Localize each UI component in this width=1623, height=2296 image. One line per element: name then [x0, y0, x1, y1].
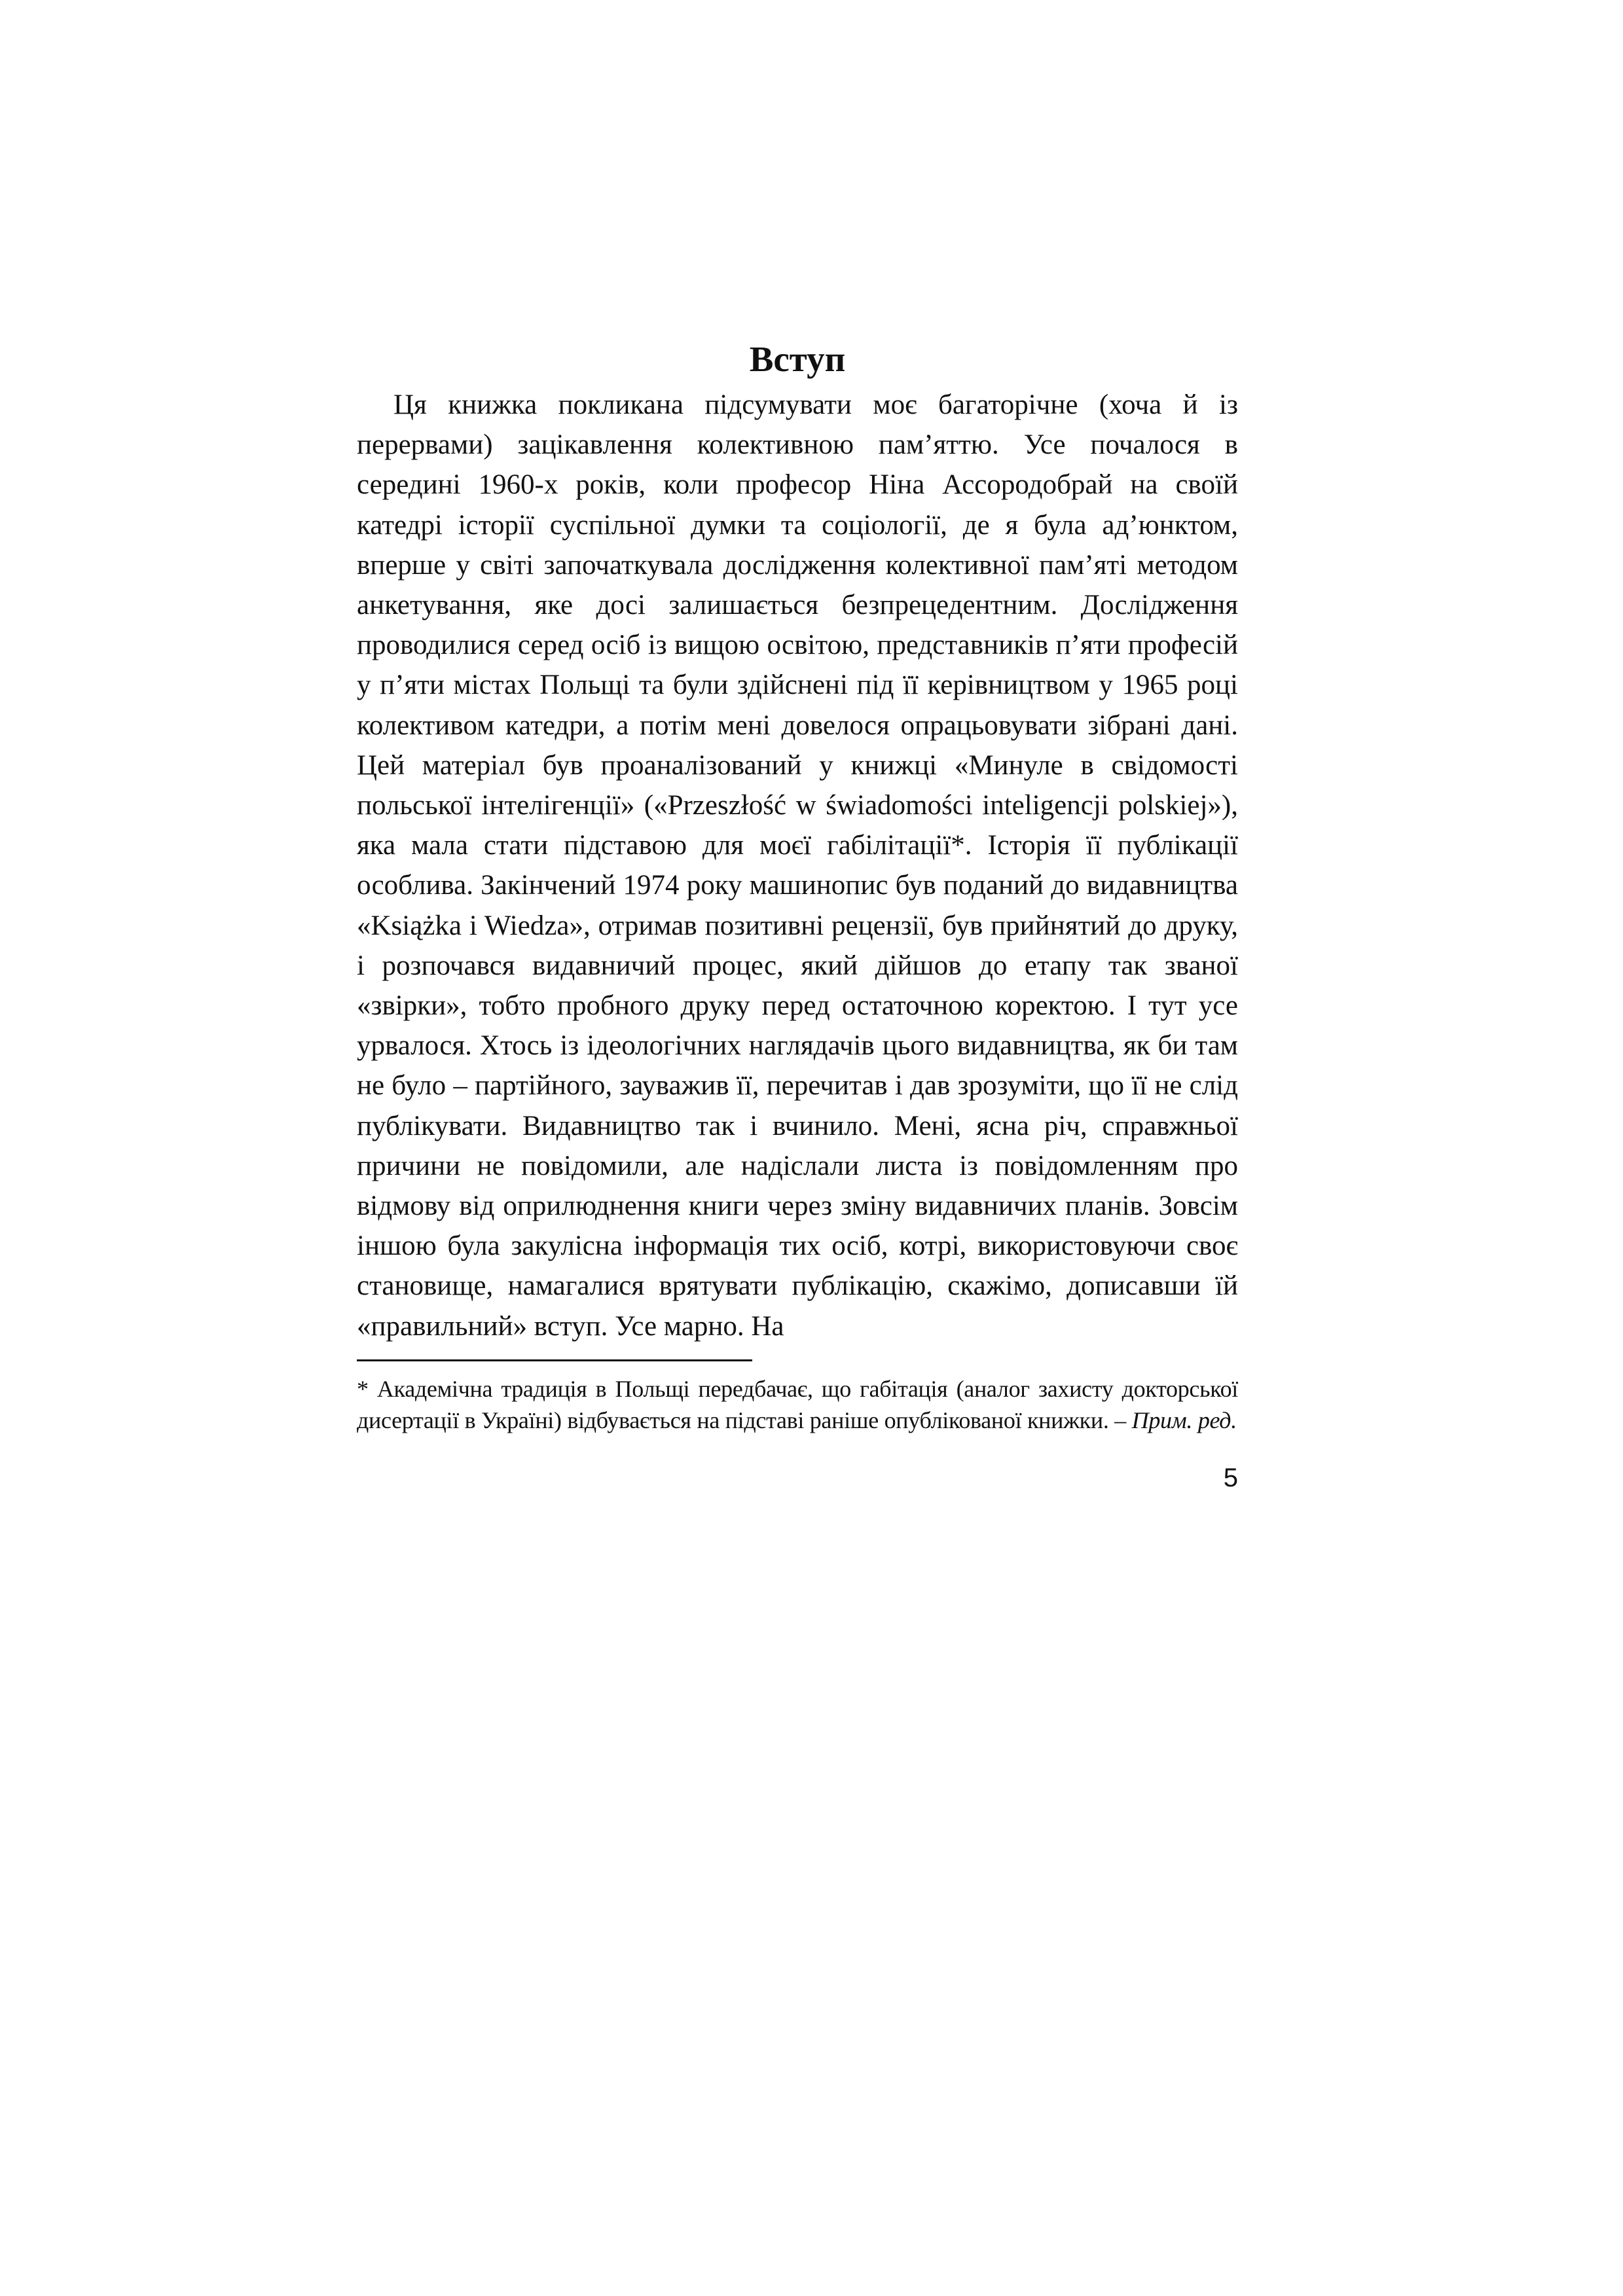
footnote-editor-note: Прим. ред.	[1131, 1407, 1237, 1433]
footnote-text: * Академічна традиція в Польщі передбачає, що габітація (аналог захисту докторської дисертації в Україні) відбувається на підставі раніше опублікованої книжки. –	[357, 1375, 1238, 1433]
page-number: 5	[1223, 1463, 1238, 1492]
chapter-title: Вступ	[749, 339, 846, 379]
page-content	[357, 334, 1238, 1436]
footnote	[357, 1373, 1238, 1436]
footnote-divider	[357, 1359, 752, 1361]
body-paragraph: Ця книжка покликана підсумувати моє багаторічне (хоча й із перервами) зацікавлення колективною пам’яттю. Усе почалося в середині 1960-х років, коли професор Ніна Ассородобрай на своїй катедрі історії суспільної думки та соціології, де я була ад’юнктом, вперше у світі започаткувала дослідження колективної пам’яті методом анкетування, яке досі залишається безпрецедентним. Дослідження проводилися серед осіб із вищою освітою, представників п’яти професій у п’яти містах Польщі та були здійснені під її керівництвом у 1965 році колективом катедри, а потім мені довелося опрацьовувати зібрані дані. Цей матеріал був проаналізований у книжці «Минуле в свідомості польської інтелігенції» («Przeszłość w świadomości inteligencji polskiej»), яка мала стати підставою для моєї габілітації*. Історія її публікації особлива. Закінчений 1974 року машинопис був поданий до видавництва «Książka i Wiedza», отримав позитивні рецензії, був прийнятий до друку, і розпочався видавничий процес, який дійшов до етапу так званої «звірки», тобто пробного друку перед остаточною коректою. І тут усе урвалося. Хтось із ідеологічних наглядачів цього видавництва, як би там не було – партійного, зауважив її, перечитав і дав зрозуміти, що її не слід публікувати. Видавництво так і вчинило. Мені, ясна річ, справжньої причини не повідомили, але надіслали листа із повідомленням про відмову від оприлюднення книги через зміну видавничих планів. Зовсім іншою була закулісна інформація тих осіб, котрі, використовуючи своє становище, намагалися врятувати публікацію, скажімо, дописавши їй «правильний» вступ. Усе марно. На	[357, 389, 1238, 1342]
